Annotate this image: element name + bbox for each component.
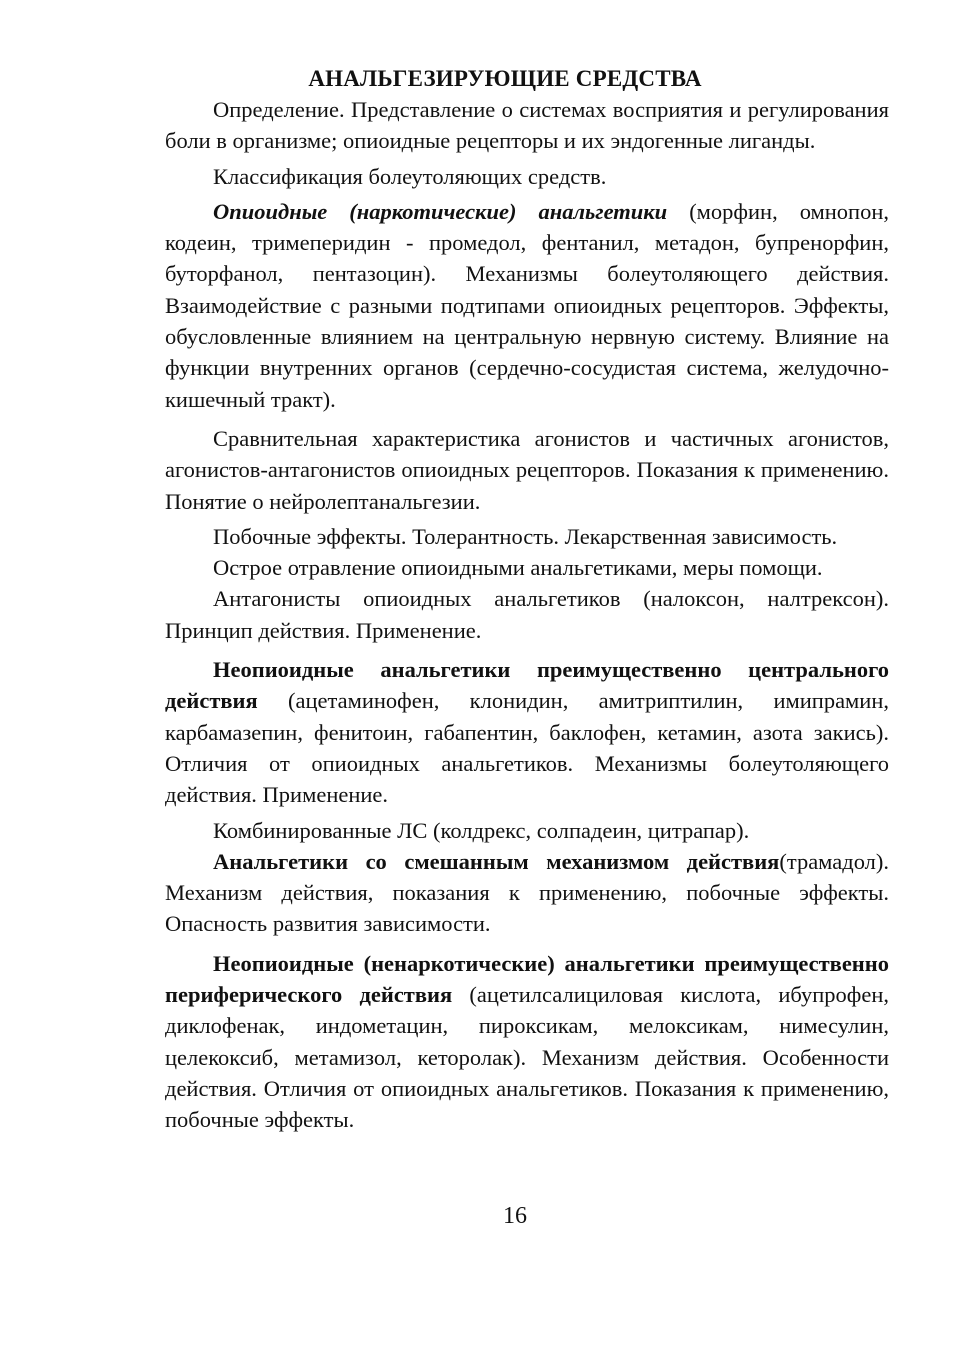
section-heading: Анальгетики со смешанным механизмом действия bbox=[213, 848, 780, 874]
paragraph-text: (ацетаминофен, клонидин, амитриптилин, имипрамин, карбамазепин, фенитоин, габапентин, баклофен, кетамин, азота закись). Отличия от опиоидных анальгетиков. Механизмы болеутоляющего действия. Применение. bbox=[165, 688, 889, 808]
paragraph-antagonists bbox=[165, 583, 889, 646]
paragraph-text: (трамадол). Механизм действия, показания к применению, побочные эффекты. Опасность развития зависимости. bbox=[165, 848, 889, 937]
body-text bbox=[165, 94, 889, 1136]
paragraph-text: Антагонисты опиоидных анальгетиков (налоксон, налтрексон). Принцип действия. Применение. bbox=[165, 586, 889, 643]
paragraph-text: (ацетилсалициловая кислота, ибупрофен, диклофенак, индометацин, пироксикам, мелоксикам, нимесулин, целекоксиб, метамизол, кеторолак). Механизм действия. Особенности действия. Отличия от опиоидных анальгетиков. Показания к применению, побочные эффекты. bbox=[165, 982, 890, 1133]
paragraph-side-effects bbox=[165, 521, 889, 552]
section-heading: Опиоидные (наркотические) анальгетики bbox=[213, 198, 668, 224]
paragraph-text: Комбинированные ЛС (колдрекс, солпадеин, цитрапар). bbox=[213, 817, 750, 843]
paragraph-comparison bbox=[165, 423, 889, 517]
section-heading: Неопиоидные анальгетики преимущественно центрального действия bbox=[165, 657, 889, 714]
paragraph-text: Побочные эффекты. Толерантность. Лекарственная зависимость. bbox=[213, 523, 838, 549]
paragraph-opioid-analgesics bbox=[165, 196, 889, 415]
paragraph-central-nonopioid bbox=[165, 654, 889, 810]
paragraph-text: Острое отравление опиоидными анальгетиками, меры помощи. bbox=[213, 555, 823, 581]
paragraph-classification bbox=[165, 161, 889, 192]
paragraph-combined-drugs bbox=[165, 815, 889, 846]
section-heading: Неопиоидные (ненаркотические) анальгетики преимущественно периферического действия bbox=[165, 950, 889, 1008]
paragraph-acute-poisoning bbox=[165, 552, 889, 583]
paragraph-definition bbox=[165, 94, 889, 157]
paragraph-text: (морфин, омнопон, кодеин, тримеперидин - промедол, фентанил, метадон, бупренорфин, буторфанол, пентазоцин). Механизмы болеутоляющего действия. Взаимодействие с разными подтипами опиоидных рецепторов. Эффекты, обусловленные влиянием на центральную нервную систему. Влияние на функции внутренних органов (сердечно-сосудистая система, желудочно-кишечный тракт). bbox=[165, 198, 890, 412]
paragraph-text: Сравнительная характеристика агонистов и частичных агонистов, агонистов-антагонистов опиоидных рецепторов. Показания к применению. Понятие о нейролептанальгезии. bbox=[165, 425, 889, 514]
paragraph-text: Определение. Представление о системах восприятия и регулирования боли в организме; опиоидные рецепторы и их эндогенные лиганды. bbox=[165, 97, 889, 154]
paragraph-peripheral-nonopioid bbox=[165, 948, 889, 1136]
page-number: 16 bbox=[503, 1203, 527, 1229]
paragraph-mixed-mechanism bbox=[165, 846, 889, 940]
paragraph-text: Классификация болеутоляющих средств. bbox=[213, 163, 607, 189]
page-title: АНАЛЬГЕЗИРУЮЩИЕ СРЕДСТВА bbox=[308, 66, 702, 91]
